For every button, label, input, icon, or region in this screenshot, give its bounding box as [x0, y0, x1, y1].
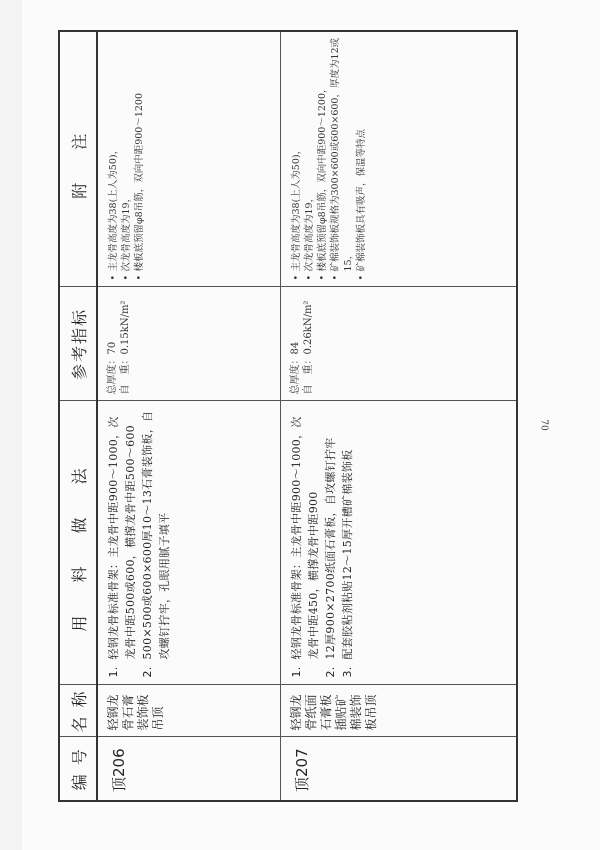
note-item: • 主龙骨高度为38(上人为50)， — [290, 37, 303, 282]
note-item: • 次龙骨高度为19， — [120, 37, 133, 282]
header-reference: 参考指标 — [59, 287, 97, 401]
note-item: • 主龙骨高度为38(上人为50)， — [107, 37, 120, 282]
table-row-207 — [281, 31, 517, 801]
row-notes — [281, 31, 517, 287]
step-text: 500×500或600×600厚10～13石膏装饰板，自攻螺钉拧牢，孔眼用腻子填平 — [141, 410, 171, 660]
step-text: 轻钢龙骨标准骨架：主龙骨中距900～1000，次龙骨中距450，横撑龙骨中距900 — [290, 416, 321, 660]
method-steps — [282, 403, 356, 684]
row-name: 轻钢龙骨纸面石膏板插贴矿棉装饰板吊顶 — [281, 685, 517, 737]
step-text: 配套胶粘剂粘贴12～15厚开槽矿棉装饰板 — [341, 449, 355, 660]
method-step — [339, 409, 356, 680]
notes-list — [99, 33, 146, 286]
step-number: 1. — [107, 666, 120, 678]
header-method: 用 料 做 法 — [59, 401, 97, 685]
notes-list — [282, 33, 368, 286]
step-text: 12厚900×2700纸面石膏板，自攻螺钉拧牢 — [324, 437, 338, 660]
row-notes — [97, 31, 281, 287]
method-steps — [99, 403, 173, 684]
note-item: • 楼板底预留φ8吊筋，双向中距900～1200， — [316, 37, 329, 282]
table-row-206 — [97, 31, 281, 801]
row-reference — [281, 287, 517, 401]
row-method — [97, 401, 281, 685]
step-number: 2. — [141, 666, 154, 678]
method-step — [105, 409, 139, 680]
header-name: 名 称 — [59, 685, 97, 737]
header-code: 编 号 — [59, 737, 97, 801]
note-item: • 矿棉装饰板规格为300×600或600×600，厚度为12或15， — [329, 37, 355, 282]
note-item: • 次龙骨高度为19， — [303, 37, 316, 282]
method-step — [288, 409, 322, 680]
note-item: • 楼板底预留φ8吊筋，双向中距900～1200 — [133, 37, 146, 282]
step-text: 轻钢龙骨标准骨架：主龙骨中距900～1000，次龙骨中距500或600，横撑龙骨中距500～600 — [107, 416, 137, 660]
step-number: 1. — [290, 666, 304, 678]
row-code: 顶206 — [97, 737, 281, 801]
row-code: 顶207 — [281, 737, 517, 801]
method-step — [139, 409, 173, 680]
binding-edge — [0, 0, 22, 850]
row-method — [281, 401, 517, 685]
header-notes: 附 注 — [59, 31, 97, 287]
step-number: 2. — [324, 666, 338, 678]
spec-table — [58, 30, 518, 802]
reference-weight: 自 重：0.15kN/m² — [120, 300, 131, 395]
row-reference — [97, 287, 281, 401]
header-row — [59, 31, 97, 801]
row-name: 轻钢龙骨石膏装饰板吊顶 — [97, 685, 281, 737]
step-number: 3. — [341, 666, 355, 678]
reference-thickness: 总厚度：70 — [107, 341, 118, 395]
reference-thickness: 总厚度：84 — [290, 341, 302, 395]
method-step — [322, 409, 339, 680]
rotated-table-container — [58, 32, 518, 802]
note-item: • 矿棉装饰板具有吸声，保温等特点 — [355, 37, 368, 282]
reference-weight: 自 重：0.26kN/m² — [303, 300, 315, 395]
page-number: 70 — [538, 419, 549, 431]
